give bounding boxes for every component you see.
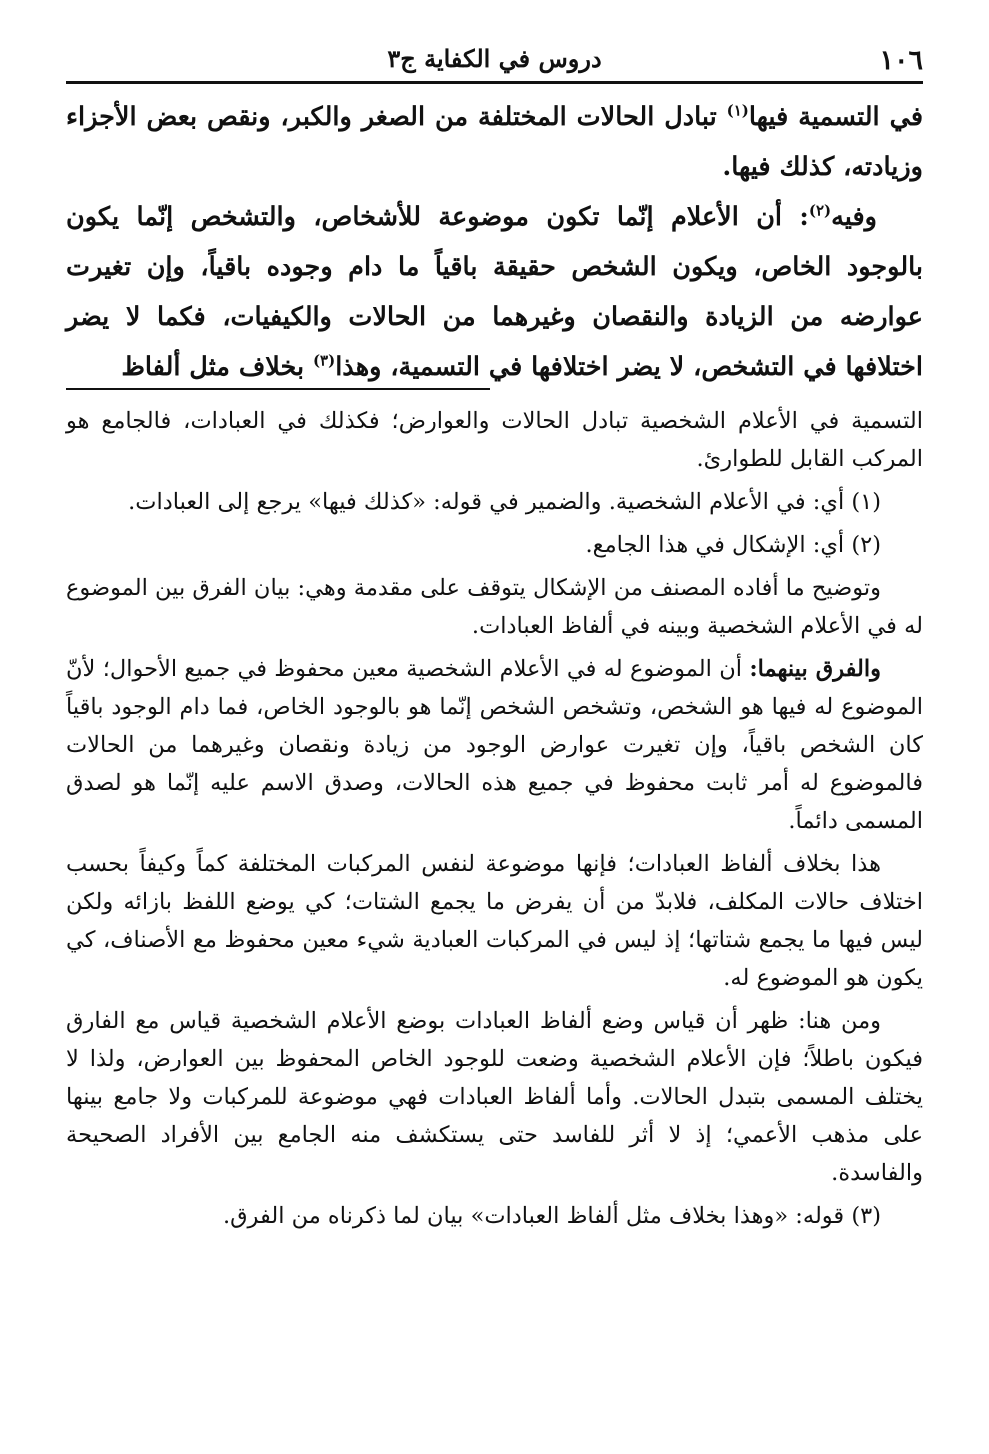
- page-header: [66, 40, 923, 84]
- footnote-text: أن الموضوع له في الأعلام الشخصية معين محفوظ في جميع الأحوال؛ لأنّ الموضوع له فيها هو الشخص، وتشخص الشخص إنّما هو بالوجود الخاص، فما دام الوجود باقياً كان الشخص باقياً، وإن تغيرت عوارض الوجود من زيادة ونقصان وغيرهما من الحالات فالموضوع له أمر ثابت محفوظ في جميع هذه الحالات، وصدق الاسم عليه إنّما هو لصدق المسمى دائماً.: [66, 656, 923, 834]
- footnote-paragraph: [66, 650, 923, 840]
- footnote-divider: [66, 388, 490, 390]
- main-text-segment: : أن الأعلام إنّما تكون موضوعة للأشخاص، والتشخص إنّما يكون بالوجود الخاص، ويكون الشخص حقيقة باقياً ما دام وجوده باقياً، وإن تغيرت عوارضه من الزيادة والنقصان وغيرهما من الحالات والكيفيات، فكما لا يضر اختلافها في التشخص، لا يضر اختلافها في التسمية، وهذا: [66, 202, 923, 382]
- main-text-segment: وفيه: [831, 202, 877, 232]
- footnote-1: (١) أي: في الأعلام الشخصية. والضمير في قوله: «كذلك فيها» يرجع إلى العبادات.: [128, 489, 881, 515]
- page-number: ١٠٦: [879, 45, 923, 76]
- main-paragraph: [66, 92, 923, 192]
- footnotes-section: [66, 402, 923, 1240]
- main-text: [66, 92, 923, 392]
- footnote-lead: والفرق بينهما:: [749, 656, 881, 682]
- footnote-marker: (١): [726, 101, 749, 120]
- main-text-segment: في التسمية فيها: [748, 102, 924, 132]
- footnote-marker: (٢): [808, 201, 832, 220]
- footnote-marker: (٣): [312, 351, 336, 370]
- main-paragraph: [66, 192, 923, 392]
- footnote-2: (٢) أي: الإشكال في هذا الجامع.: [585, 532, 881, 558]
- footnote-paragraph: هذا بخلاف ألفاظ العبادات؛ فإنها موضوعة لنفس المركبات المختلفة كماً وكيفاً بحسب اختلاف حالات المكلف، فلابدّ من أن يفرض ما يجمع الشتات؛ كي يوضع اللفظ بازائه ولكن ليس فيها ما يجمع شتاتها؛ إذ ليس في المركبات العبادية شيء معين محفوظ مع الأصناف، كي يكون هو الموضوع له.: [66, 851, 923, 991]
- main-text-segment: بخلاف مثل ألفاظ: [121, 352, 313, 382]
- footnote-3: (٣) قوله: «وهذا بخلاف مثل ألفاظ العبادات» بيان لما ذكرناه من الفرق.: [222, 1203, 881, 1229]
- footnote-continuation: التسمية في الأعلام الشخصية تبادل الحالات والعوارض؛ فكذلك في العبادات، فالجامع هو المركب القابل للطوارئ.: [66, 408, 923, 472]
- footnote-paragraph: ومن هنا: ظهر أن قياس وضع ألفاظ العبادات بوضع الأعلام الشخصية قياس مع الفارق فيكون باطلاً؛ فإن الأعلام الشخصية وضعت للوجود الخاص المحفوظ بين العوارض، ولذا لا يختلف المسمى بتبدل الحالات. وأما ألفاظ العبادات فهي موضوعة للمركبات ولا جامع بينها على مذهب الأعمي؛ إذ لا أثر للفاسد حتى يستكشف منه الجامع بين الأفراد الصحيحة والفاسدة.: [66, 1008, 923, 1186]
- footnote-paragraph: وتوضيح ما أفاده المصنف من الإشكال يتوقف على مقدمة وهي: بيان الفرق بين الموضوع له في الأعلام الشخصية وبينه في ألفاظ العبادات.: [66, 575, 923, 639]
- running-title: دروس في الكفاية ج٣: [387, 44, 602, 73]
- main-text-segment: تبادل الحالات المختلفة من الصغر والكبر، ونقص بعض الأجزاء وزيادته، كذلك فيها.: [66, 102, 923, 182]
